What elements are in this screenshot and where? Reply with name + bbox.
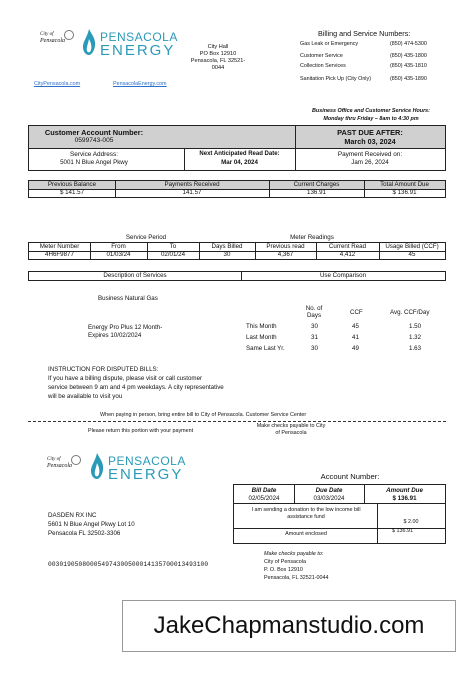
pay-notice: When paying in person, bring entire bill to City of Pensacola. Customer Service Center — [100, 412, 307, 418]
meter-readings-label: Meter Readings — [290, 234, 334, 241]
comp-row-label-2: Same Last Yr. — [246, 345, 285, 352]
meter-table — [28, 242, 446, 260]
comp-row-label-0: This Month — [246, 323, 277, 330]
meter-header-1: From — [111, 243, 126, 250]
comp-header-days: No. of Days — [305, 305, 323, 320]
customer-line-1: 5601 N Blue Angel Pkwy Lot 10 — [48, 521, 135, 528]
payable-line-1: P. O. Box 12910 — [264, 567, 303, 573]
stub-city-logo-name: Pensacola — [47, 463, 72, 469]
service-name: Business Natural Gas — [98, 295, 158, 302]
payment-received-date: Jam 26, 2024 — [351, 159, 389, 166]
summary-value-1: 141.57 — [182, 189, 202, 196]
stub-header-due-date: Due Date — [315, 487, 343, 494]
meter-header-2: To — [169, 243, 177, 250]
billing-label-2: Collection Services — [300, 63, 346, 69]
billing-label-0: Gas Leak or Emergency — [300, 41, 359, 47]
payable-line-0: City of Pensacola — [264, 559, 306, 565]
city-seal-icon — [64, 30, 74, 40]
enclosed-label: Amount enclosed — [285, 531, 327, 537]
meter-value-0: 4H6F9877 — [45, 251, 74, 258]
scanline: 003019050800054974300500014135700013493100 — [48, 561, 209, 568]
comp-row-avg-1: 1.32 — [409, 334, 422, 341]
summary-header-2: Current Charges — [293, 181, 340, 188]
meter-header-0: Meter Number — [39, 243, 80, 250]
summary-value-0: $ 141.57 — [59, 189, 85, 196]
summary-header-3: Total Amount Due — [380, 181, 429, 188]
donation-amount[interactable]: $ 2.00 — [403, 519, 419, 525]
city-logo-name: Pensacola — [40, 38, 65, 44]
payable-title: Make checks payable to: — [264, 551, 324, 557]
meter-header-3: Days Billed — [211, 243, 243, 250]
stub-account-label: Account Number: — [320, 472, 380, 481]
meter-value-1: 01/03/24 — [106, 251, 131, 258]
desc-header: Description of Services — [103, 272, 167, 279]
link-city-pensacola[interactable]: CityPensacola.com — [34, 81, 81, 87]
comp-header-avg: Avg. CCF/Day — [390, 309, 430, 316]
city-logo-top: City of — [40, 32, 54, 37]
dispute-line-0: If you have a billing dispute, please visit or call customer — [48, 375, 203, 382]
summary-header-1: Payments Received — [164, 181, 220, 188]
service-address-label: Service Address: — [70, 151, 118, 158]
service-address: 5001 N Blue Angel Pkwy — [60, 159, 128, 166]
stub-flame-icon — [90, 453, 104, 479]
customer-line-2: Pensacola FL 32502-3306 — [48, 530, 121, 537]
brand-line1: PENSACOLA — [100, 30, 178, 44]
stub-bill-date: 02/05/2024 — [248, 495, 280, 502]
comp-row-avg-0: 1.50 — [409, 323, 422, 330]
comp-row-ccf-1: 41 — [352, 334, 359, 341]
billing-phone-2: (850) 435-1810 — [390, 63, 427, 69]
meter-value-3: 30 — [223, 251, 231, 258]
account-number-label: Customer Account Number: — [44, 128, 144, 137]
comp-header-ccf: CCF — [350, 309, 363, 316]
usage-header: Use Comparison — [319, 272, 367, 279]
comp-row-label-1: Last Month — [246, 334, 277, 341]
account-box — [28, 125, 446, 171]
watermark-text: JakeChapmanstudio.com — [153, 612, 425, 639]
stub-brand-logo — [86, 450, 196, 484]
stub-header-bill-date: Bill Date — [251, 487, 277, 494]
services-header — [28, 271, 446, 281]
donation-text: I am sending a donation to the low income bill assistance fund — [251, 507, 361, 520]
dispute-title: INSTRUCTION FOR DISPUTED BILLS: — [48, 366, 159, 373]
enclosed-amount[interactable]: $ 136.91 — [392, 528, 413, 534]
plan-line1: Energy Pro Plus 12 Month- — [88, 324, 163, 331]
meter-header-4: Previous read — [266, 243, 305, 250]
comp-row-days-0: 30 — [311, 323, 318, 330]
checks-payable-notice: Make checks payable to City of Pensacola — [256, 423, 326, 436]
next-read-label: Next Anticipated Read Date: — [199, 151, 280, 157]
stub-city-seal-icon — [71, 455, 81, 465]
meter-value-2: 02/01/24 — [160, 251, 186, 258]
meter-value-6: 45 — [408, 251, 416, 258]
billing-phone-1: (850) 435-1800 — [390, 53, 427, 59]
comp-row-avg-2: 1.63 — [409, 345, 422, 352]
meter-value-5: 4,412 — [339, 251, 356, 258]
service-period-label: Service Period — [125, 234, 167, 241]
payment-received-label: Payment Received on: — [337, 151, 403, 158]
tear-line — [28, 421, 446, 422]
summary-table — [28, 180, 446, 198]
return-notice: Please return this portion with your payment — [88, 428, 194, 434]
flame-icon — [82, 29, 96, 55]
billing-numbers-title: Billing and Service Numbers: — [318, 29, 411, 38]
link-pensacola-energy[interactable]: PensacolaEnergy.com — [113, 81, 167, 87]
comp-row-ccf-2: 49 — [352, 345, 359, 352]
account-number: 0599743-005 — [74, 137, 114, 144]
summary-header-0: Previous Balance — [47, 181, 97, 188]
customer-line-0: DASDEN RX INC — [48, 512, 97, 519]
past-due-label: PAST DUE AFTER: — [337, 128, 403, 137]
summary-value-3: $ 136.91 — [392, 189, 417, 196]
brand-line2: ENERGY — [100, 42, 176, 59]
hours-title: Business Office and Customer Service Hours: — [312, 108, 430, 114]
meter-header-6: Usage Billed (CCF) — [385, 243, 439, 250]
stub-due-date: 03/03/2024 — [313, 495, 345, 502]
city-logo — [38, 30, 74, 50]
stub-amount-due: $ 136.91 — [392, 495, 417, 502]
plan-line2: Expires 10/02/2024 — [88, 332, 142, 339]
stub-city-logo — [45, 455, 81, 475]
summary-value-2: 136.91 — [307, 189, 326, 196]
meter-value-4: 4,367 — [277, 251, 294, 258]
brand-logo — [78, 26, 188, 60]
stub-brand-line2: ENERGY — [108, 466, 184, 483]
billing-label-1: Customer Service — [300, 53, 343, 59]
dispute-line-2: will be available to visit you — [48, 393, 123, 400]
payable-line-2: Pensacola, FL 32521-0044 — [264, 575, 329, 581]
billing-label-3: Sanitation Pick Up (City Only) — [300, 76, 371, 82]
city-hall-address: City Hall PO Box 12910 Pensacola, FL 32521- 0044 — [190, 44, 246, 71]
past-due-date: March 03, 2024 — [344, 137, 396, 146]
next-read-date: Mar 04, 2024 — [221, 159, 258, 166]
stub-header-amount-due: Amount Due — [386, 487, 423, 494]
billing-phone-3: (850) 435-1890 — [390, 76, 427, 82]
dispute-line-1: service between 9 am and 4 pm weekdays. A city representative — [48, 384, 224, 391]
stub-city-logo-top: City of — [47, 457, 61, 462]
comp-row-days-1: 31 — [311, 334, 318, 341]
hours-text: Monday thru Friday – 8am to 4:30 pm — [323, 116, 419, 122]
comp-row-ccf-0: 45 — [352, 323, 359, 330]
stub-brand-line1: PENSACOLA — [108, 454, 186, 468]
stub-table — [233, 484, 446, 544]
billing-phone-0: (850) 474-5300 — [390, 41, 427, 47]
meter-header-5: Current Read — [328, 243, 367, 250]
watermark-box — [122, 600, 456, 652]
comp-row-days-2: 30 — [311, 345, 318, 352]
